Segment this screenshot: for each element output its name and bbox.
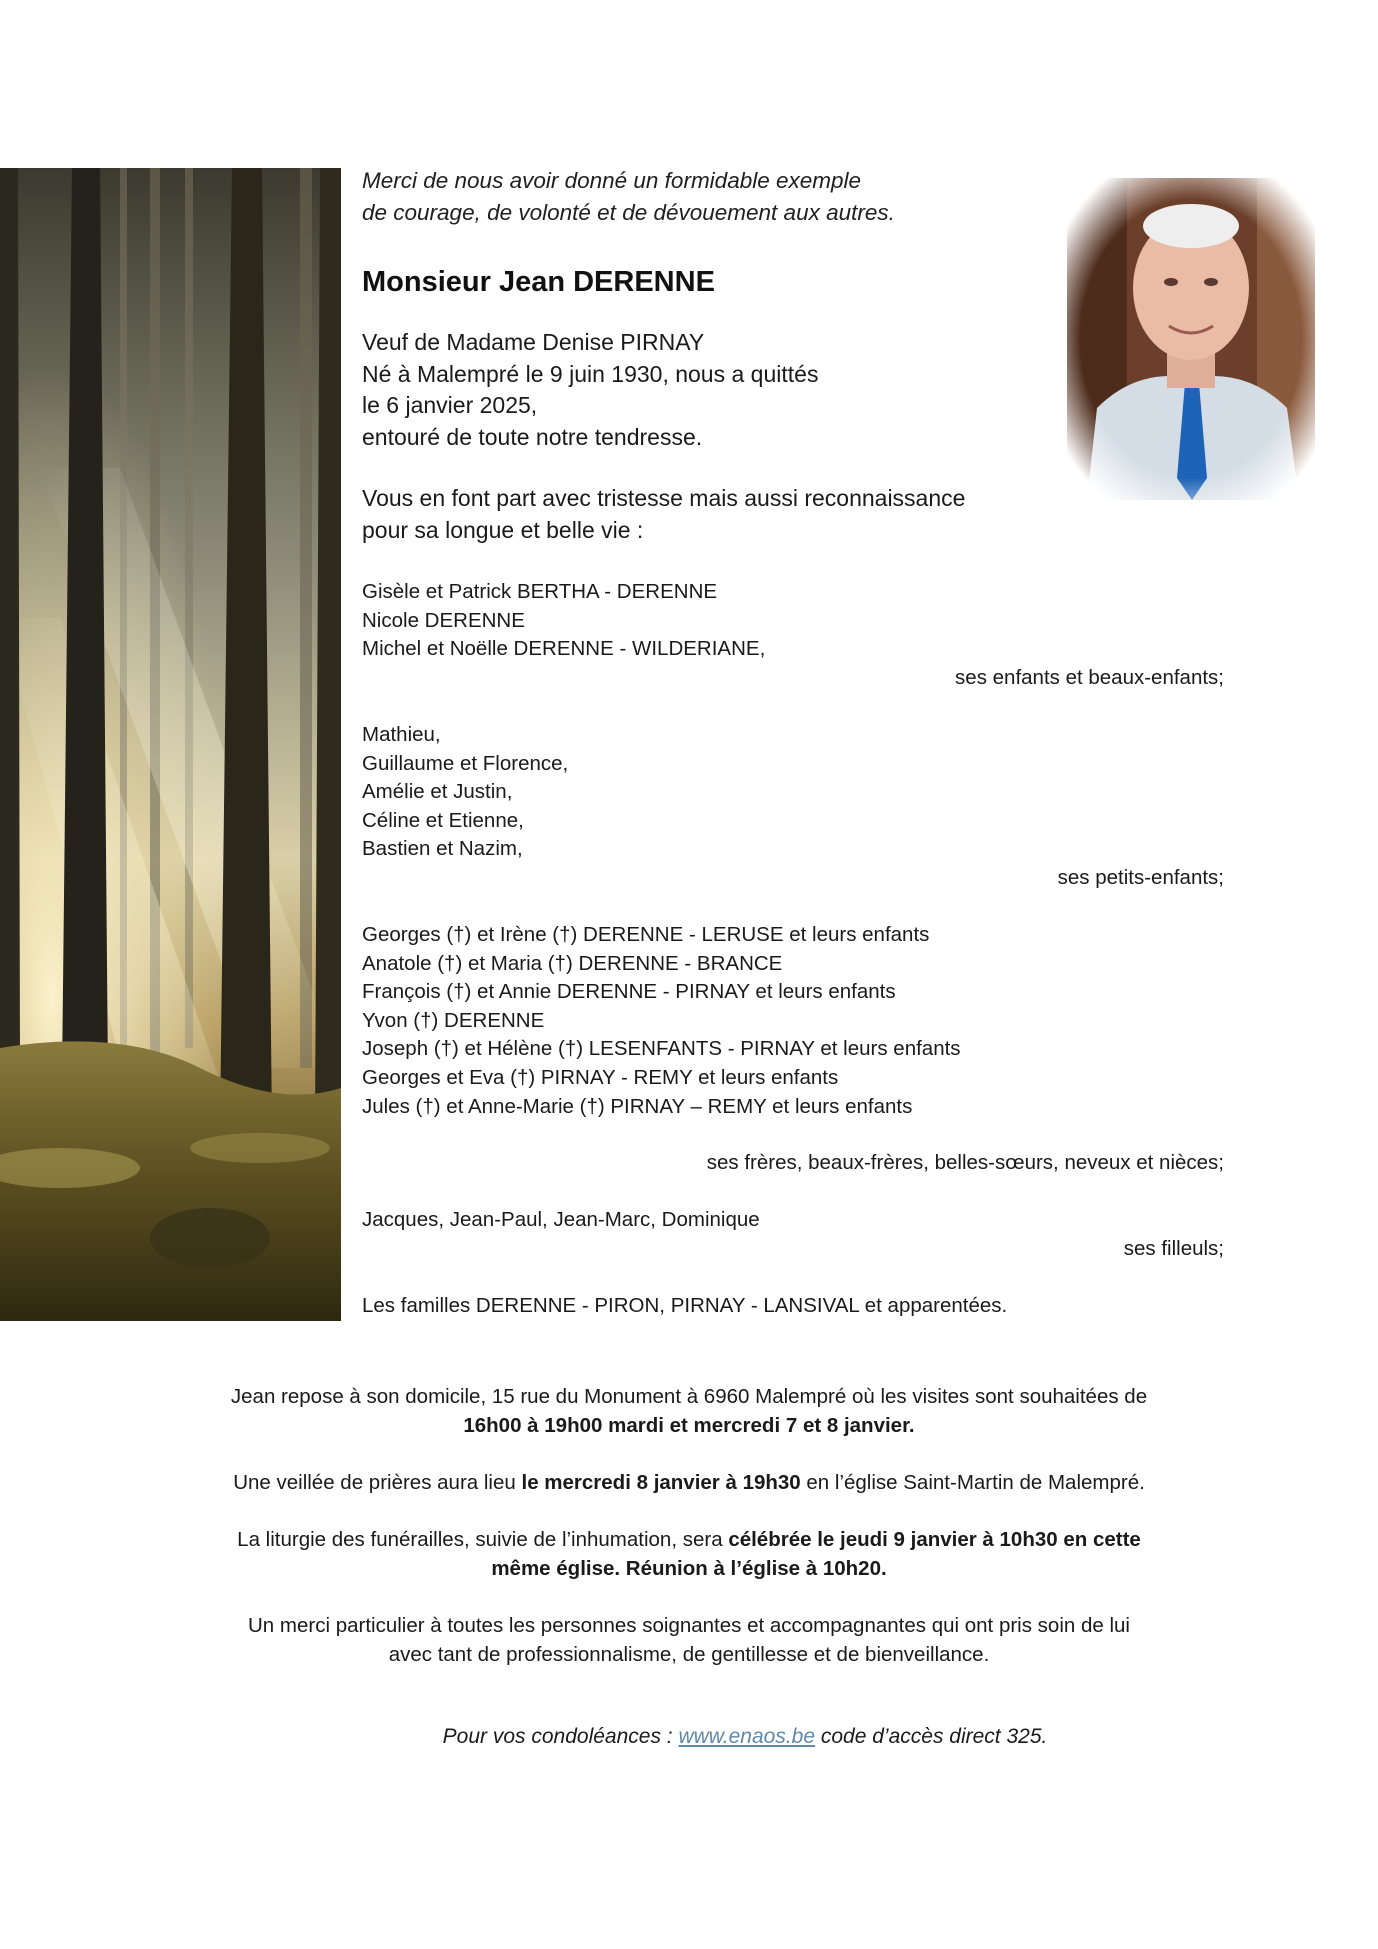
funeral-text: La liturgie des funérailles, suivie de l’inhumation, sera <box>237 1528 729 1551</box>
list-item: Georges (†) et Irène (†) DERENNE - LERUSE et leurs enfants <box>362 923 930 946</box>
list-item: Jules (†) et Anne-Marie (†) PIRNAY – REMY et leurs enfants <box>362 1094 913 1118</box>
visits-paragraph <box>120 1382 1258 1440</box>
families-line <box>362 1292 1224 1321</box>
list-item: Yvon (†) DERENNE <box>362 1008 545 1032</box>
announce-block <box>362 483 1224 546</box>
announce-line: pour sa longue et belle vie : <box>362 516 644 543</box>
funeral-date: célébrée le jeudi 9 janvier à 10h30 en cette <box>728 1528 1141 1551</box>
deceased-name: Monsieur Jean DERENNE <box>362 266 715 298</box>
godchildren-relation: ses filleuls; <box>1123 1237 1224 1260</box>
funeral-meeting: même église. Réunion à l’église à 10h20. <box>491 1557 887 1580</box>
siblings-relation: ses frères, beaux-frères, belles-sœurs, neveux et nièces; <box>706 1151 1224 1174</box>
intro-line: Né à Malempré le 9 juin 1930, nous a quittés <box>362 360 819 387</box>
opening-quote <box>362 165 1224 229</box>
list-item: Joseph (†) et Hélène (†) LESENFANTS - PIRNAY et leurs enfants <box>362 1037 961 1061</box>
list-item: Mathieu, <box>362 723 441 746</box>
funeral-paragraph <box>120 1525 1258 1583</box>
godchildren-list <box>362 1206 1224 1235</box>
thanks-line: avec tant de professionnalisme, de gentillesse et de bienveillance. <box>388 1643 990 1666</box>
announce-line: Vous en font part avec tristesse mais aussi reconnaissance <box>362 485 966 511</box>
children-relation: ses enfants et beaux-enfants; <box>955 666 1224 689</box>
list-item: François (†) et Annie DERENNE - PIRNAY et leurs enfants <box>362 980 896 1004</box>
siblings-list <box>362 921 1224 1121</box>
children-list <box>362 578 1224 664</box>
list-item: Bastien et Nazim, <box>362 837 523 861</box>
list-item: Michel et Noëlle DERENNE - WILDERIANE, <box>362 637 766 661</box>
grandchildren-relation: ses petits-enfants; <box>1057 866 1224 889</box>
list-item: Georges et Eva (†) PIRNAY - REMY et leurs enfants <box>362 1065 839 1089</box>
vigil-date: le mercredi 8 janvier à 19h30 <box>521 1471 801 1494</box>
list-item: Gisèle et Patrick BERTHA - DERENNE <box>362 580 718 603</box>
list-item: Amélie et Justin, <box>362 780 513 804</box>
list-item: Jacques, Jean-Paul, Jean-Marc, Dominique <box>362 1208 760 1231</box>
forest-image <box>0 168 341 1321</box>
intro-block <box>362 327 1224 453</box>
grandchildren-list <box>362 721 1224 864</box>
condolences-text: Pour vos condoléances : <box>442 1725 679 1748</box>
forest-photo-icon <box>0 168 341 1321</box>
quote-line: de courage, de volonté et de dévouement aux autres. <box>362 200 895 225</box>
list-item: Guillaume et Florence, <box>362 751 569 775</box>
visits-text: Jean repose à son domicile, 15 rue du Monument à 6960 Malempré où les visites sont souhaitées de <box>230 1385 1148 1408</box>
intro-line: le 6 janvier 2025, <box>362 392 538 418</box>
thanks-line: Un merci particulier à toutes les personnes soignantes et accompagnantes qui ont pris soin de lui <box>248 1614 1130 1637</box>
list-item: Anatole (†) et Maria (†) DERENNE - BRANCE <box>362 951 783 975</box>
quote-line: Merci de nous avoir donné un formidable exemple <box>362 168 862 193</box>
vigil-paragraph <box>120 1468 1258 1497</box>
condolences-code: code d’accès direct 325. <box>815 1725 1048 1748</box>
list-item: Nicole DERENNE <box>362 608 525 632</box>
intro-line: entouré de toute notre tendresse. <box>362 423 703 450</box>
vigil-text: Une veillée de prières aura lieu <box>233 1471 522 1494</box>
visits-hours: 16h00 à 19h00 mardi et mercredi 7 et 8 janvier. <box>463 1414 915 1437</box>
vigil-place: en l’église Saint-Martin de Malempré. <box>800 1471 1145 1494</box>
families-text: Les familles DERENNE - PIRON, PIRNAY - LANSIVAL et apparentées. <box>362 1294 1008 1317</box>
condolences-line <box>120 1725 1370 1749</box>
intro-line: Veuf de Madame Denise PIRNAY <box>362 329 705 355</box>
thanks-paragraph <box>120 1611 1258 1669</box>
condolences-link[interactable]: www.enaos.be <box>678 1725 816 1748</box>
list-item: Céline et Etienne, <box>362 808 524 832</box>
